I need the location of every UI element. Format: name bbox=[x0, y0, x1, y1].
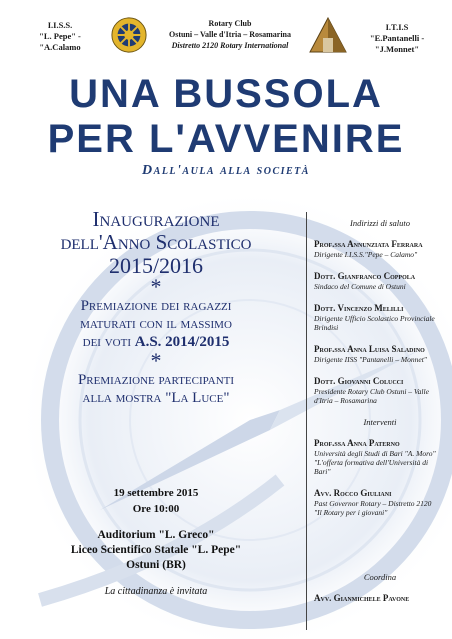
interventions-header: Interventi bbox=[363, 417, 397, 427]
event2-year: A.S. 2014/2015 bbox=[134, 334, 230, 350]
club-name: Rotary Club bbox=[208, 19, 252, 28]
coordination-block bbox=[314, 572, 446, 604]
intervention-item bbox=[314, 488, 446, 517]
speaker-item bbox=[314, 239, 446, 259]
event3-line2: alla mostra "La Luce" bbox=[82, 390, 230, 406]
events-block bbox=[10, 208, 302, 407]
club-area: Ostuni – Valle d'Itria – Rosamarina bbox=[168, 30, 291, 39]
speaker-name: Dott. Gianfranco Coppola bbox=[314, 271, 416, 281]
date-block bbox=[10, 485, 302, 517]
speaker-item bbox=[314, 344, 446, 364]
speaker-name: Dott. Giovanni Colucci bbox=[314, 376, 404, 386]
event-time: Ore 10:00 bbox=[132, 503, 180, 515]
event2-line2: maturati con il massimo bbox=[80, 316, 232, 332]
right-school-label bbox=[352, 22, 442, 55]
separator-star-2: * bbox=[150, 348, 162, 373]
header bbox=[0, 0, 452, 72]
event1-line2: dell'Anno Scolastico bbox=[60, 230, 252, 254]
exhibition-event bbox=[10, 371, 302, 407]
left-school-line3: "A.Calamo bbox=[39, 42, 81, 52]
intervention-item bbox=[314, 438, 446, 476]
venue-line3: Ostuni (BR) bbox=[126, 559, 186, 571]
speaker-name: Prof.ssa Anna Luisa Saladino bbox=[314, 344, 425, 354]
event-date: 19 settembre 2015 bbox=[113, 487, 199, 499]
event3-line1: Premiazione partecipanti bbox=[77, 372, 235, 388]
event2-text: dei voti bbox=[82, 334, 131, 350]
coordination-header: Coordina bbox=[363, 572, 397, 582]
venue-block bbox=[10, 528, 302, 573]
speaker-item bbox=[314, 303, 446, 332]
speakers-column bbox=[314, 218, 446, 529]
speaker-role: Dirigente I.I.S.S."Pepe – Calamo" bbox=[314, 250, 418, 259]
speaker-item bbox=[314, 271, 446, 291]
itis-pyramid-logo-icon bbox=[308, 16, 348, 54]
subtitle: Dall'aula alla società bbox=[142, 163, 310, 178]
right-school-line3: "J.Monnet" bbox=[374, 44, 420, 54]
event1-year: 2015/2016 bbox=[108, 253, 204, 278]
venue-line2: Liceo Scientifico Statale "L. Pepe" bbox=[70, 544, 242, 556]
left-school-label bbox=[20, 20, 100, 53]
speaker-name: Dott. Vincenzo Melilli bbox=[314, 303, 404, 313]
speaker-role: Dirigente Ufficio Scolastico Provinciale Brindisi bbox=[314, 314, 435, 332]
right-school-line1: I.T.I.S bbox=[385, 22, 409, 32]
speech-topic: "L'offerta formativa dell'Università di Bari" bbox=[314, 458, 429, 476]
main-title-line1: UNA BUSSOLA bbox=[69, 72, 383, 116]
event1-line1: Inaugurazione bbox=[92, 207, 220, 231]
invitation-note: La cittadinanza è invitata bbox=[104, 586, 208, 597]
speaker-name: Prof.ssa Annunziata Ferrara bbox=[314, 239, 423, 249]
speaker-name: Avv. Rocco Giuliani bbox=[314, 488, 392, 498]
right-school-line2: "E.Pantanelli - bbox=[369, 33, 425, 43]
column-divider bbox=[306, 212, 307, 630]
coordinator-name: Avv. Gianmichele Pavone bbox=[314, 593, 410, 603]
club-info bbox=[155, 18, 305, 51]
speaker-name: Prof.ssa Anna Paterno bbox=[314, 438, 400, 448]
greetings-header: Indirizzi di saluto bbox=[350, 218, 410, 228]
awards-event bbox=[10, 297, 302, 351]
inauguration-event bbox=[10, 208, 302, 277]
event2-line1: Premiazione dei ragazzi bbox=[80, 298, 232, 314]
speaker-role: Dirigente IISS "Pantanelli – Monnet" bbox=[314, 355, 427, 364]
speaker-role: Sindaco del Comune di Ostuni bbox=[314, 282, 406, 291]
speech-topic: "Il Rotary per i giovani" bbox=[314, 508, 388, 517]
left-school-line1: I.I.S.S. bbox=[47, 20, 73, 30]
speaker-role: Università degli Studi di Bari "A. Moro" bbox=[314, 449, 436, 458]
speaker-item bbox=[314, 376, 446, 405]
speaker-role: Past Governor Rotary – Distretto 2120 bbox=[314, 499, 432, 508]
left-school-line2: "L. Pepe" - bbox=[39, 31, 81, 41]
separator-star-1: * bbox=[150, 274, 162, 299]
speaker-role: Presidente Rotary Club Ostuni – Valle d'Itria – Rosamarina bbox=[314, 387, 429, 405]
venue-line1: Auditorium "L. Greco" bbox=[97, 529, 215, 541]
rotary-wheel-icon bbox=[110, 16, 148, 54]
main-title-line2: PER L'AVVENIRE bbox=[47, 117, 405, 161]
district-label: Distretto 2120 Rotary International bbox=[171, 41, 289, 50]
